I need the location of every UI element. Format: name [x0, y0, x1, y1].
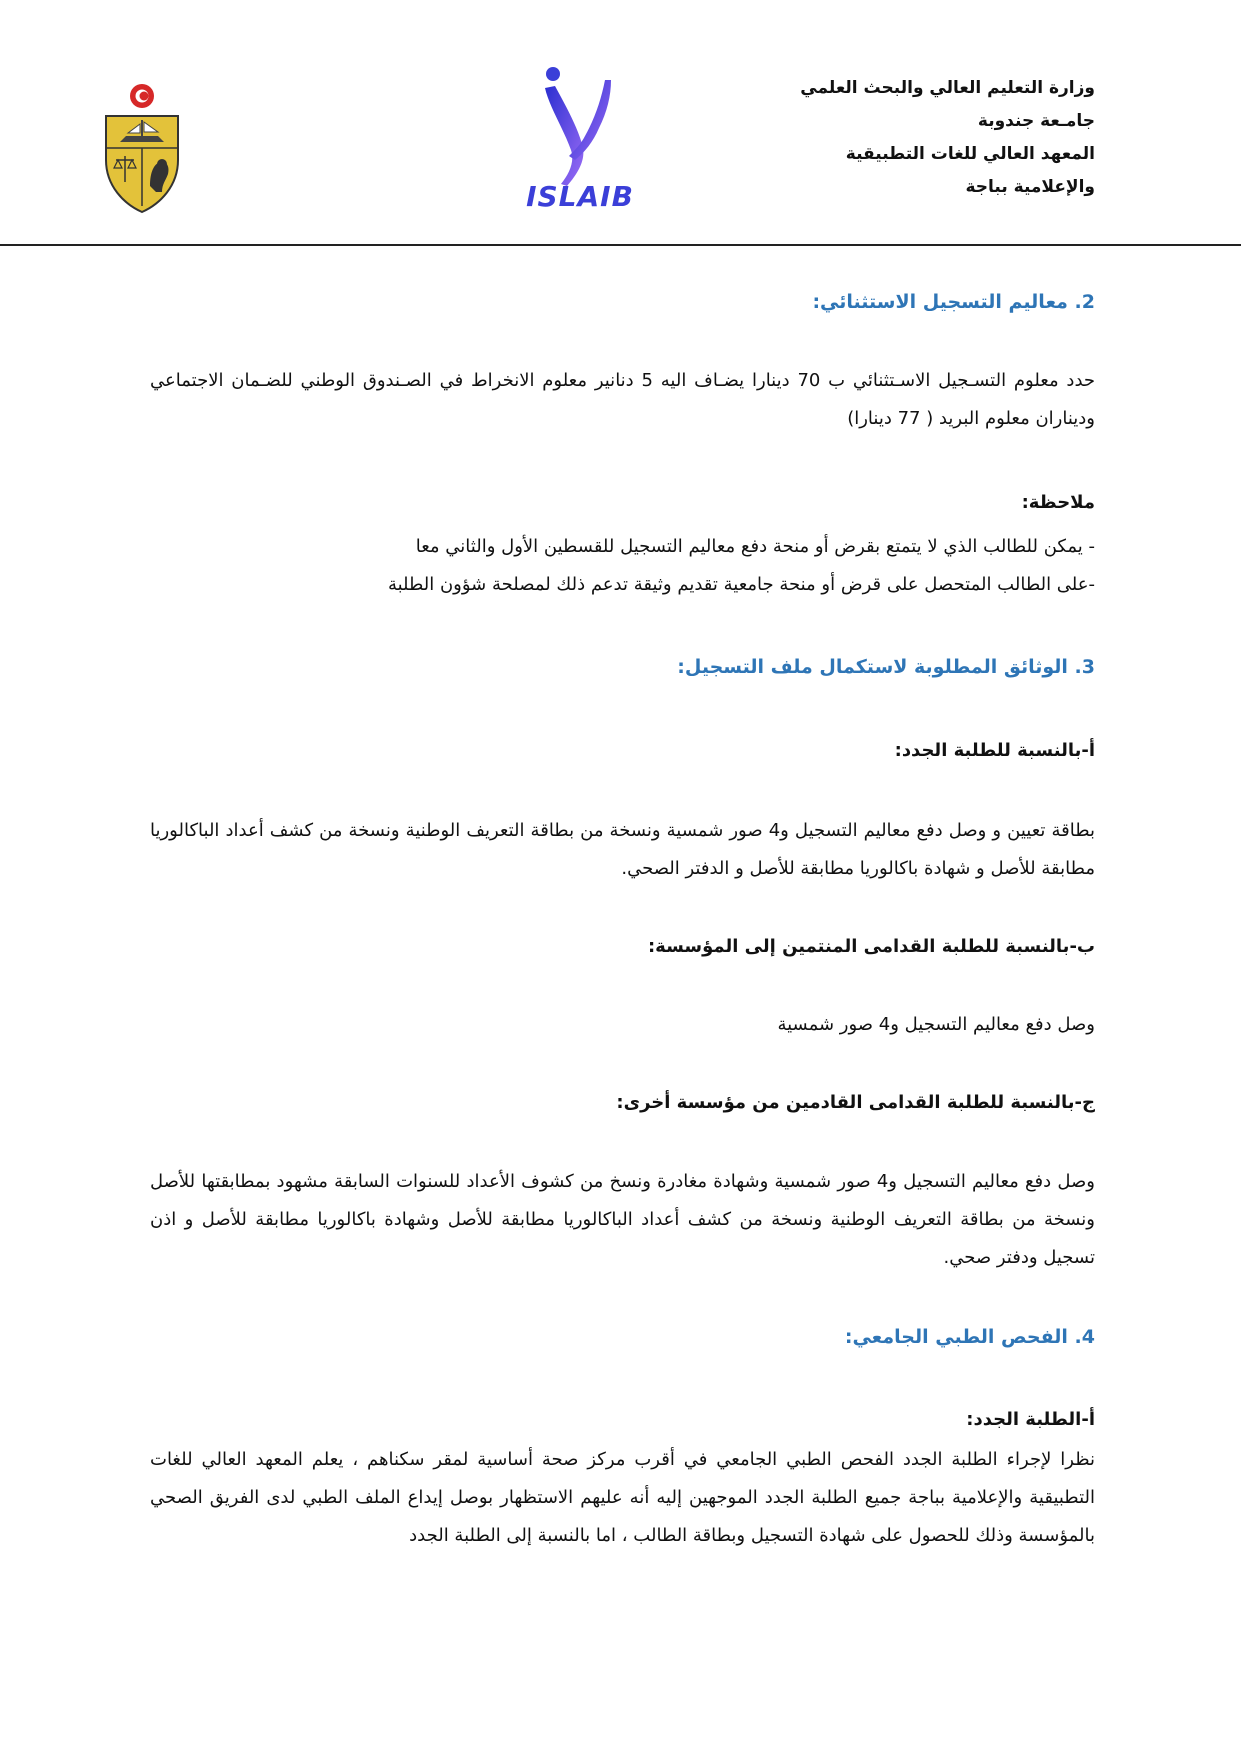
section-4-title: 4. الفحص الطبي الجامعي:: [844, 1326, 1095, 1348]
institution-block: [735, 78, 1095, 210]
section-2-title: 2. معاليم التسجيل الاستثنائي:: [812, 291, 1095, 313]
tunisia-coat-of-arms-icon: [100, 82, 184, 214]
section-3-title: 3. الوثائق المطلوبة لاستكمال ملف التسجيل:: [677, 656, 1095, 678]
letterhead: [0, 0, 1241, 246]
university-name: جامـعة جندوبة: [977, 111, 1095, 131]
new-students-documents: بطاقة تعيين و وصل دفع معاليم التسجيل و4 صور شمسية ونسخة من بطاقة التعريف الوطنية ونسخة من كشف أعداد الباكالوريا مطابقة للأصل و شهادة باكالوريا مطابقة للأصل و الدفتر الصحي.: [150, 820, 1095, 879]
logo-figure-head: [546, 67, 560, 81]
logo-wordmark: ISLAIB: [526, 180, 634, 211]
section-2-paragraph: حدد معلوم التسـجيل الاسـتثنائي ب 70 دينارا يضـاف اليه 5 دنانير معلوم الانخراط في الصـندوق الوطني للضـمان الاجتماعي وديناران معلوم البريد ( 77 دينارا): [150, 370, 1096, 429]
medical-new-students-text: نظرا لإجراء الطلبة الجدد الفحص الطبي الجامعي في أقرب مركز صحة أساسية لمقر سكناهم ، يعلم المعهد العالي للغات التطبيقية والإعلامية بباجة جميع الطلبة الجدد الموجهين إليه أنه عليهم الاستظهار بوصل إيداع الملف الطبي لدى الفريق الصحي بالمؤسسة وذلك للحصول على شهادة التسجيل وبطاقة الطالب ، اما بالنسبة إلى الطلبة الجدد: [150, 1449, 1095, 1546]
header-divider: [0, 244, 1241, 246]
ministry-name: وزارة التعليم العالي والبحث العلمي: [800, 78, 1095, 98]
transfer-students-documents: وصل دفع معاليم التسجيل و4 صور شمسية وشهادة مغادرة ونسخ من كشوف الأعداد للسنوات السابقة مشهود بمطابقتها للأصل ونسخة من بطاقة التعريف الوطنية ونسخة من كشف أعداد الباكالوريا مطابقة للأصل وشهادة باكالوريا مطابقة للأصل و اذن تسجيل ودفتر صحي.: [150, 1171, 1095, 1268]
new-students-label: أ-بالنسبة للطلبة الجدد:: [894, 740, 1095, 761]
returning-students-documents: وصل دفع معاليم التسجيل و4 صور شمسية: [777, 1014, 1095, 1035]
note-item: -على الطالب المتحصل على قرض أو منحة جامعية تقديم وثيقة تدعم ذلك لمصلحة شؤون الطلبة: [387, 574, 1095, 595]
medical-new-students-label: أ-الطلبة الجدد:: [966, 1409, 1095, 1430]
institute-name-line1: المعهد العالي للغات التطبيقية: [845, 144, 1095, 164]
institute-name-line2: والإعلامية بباجة: [965, 177, 1095, 197]
islaib-logo: [505, 66, 655, 211]
logo-figure-body: [545, 86, 583, 186]
transfer-students-label: ج-بالنسبة للطلبة القدامى القادمين من مؤسسة أخرى:: [616, 1092, 1095, 1113]
note-item: - يمكن للطالب الذي لا يتمتع بقرض أو منحة دفع معاليم التسجيل للقسطين الأول والثاني معا: [415, 536, 1095, 557]
note-label: ملاحظة:: [1021, 492, 1095, 513]
returning-students-label: ب-بالنسبة للطلبة القدامى المنتمين إلى المؤسسة:: [647, 936, 1095, 957]
